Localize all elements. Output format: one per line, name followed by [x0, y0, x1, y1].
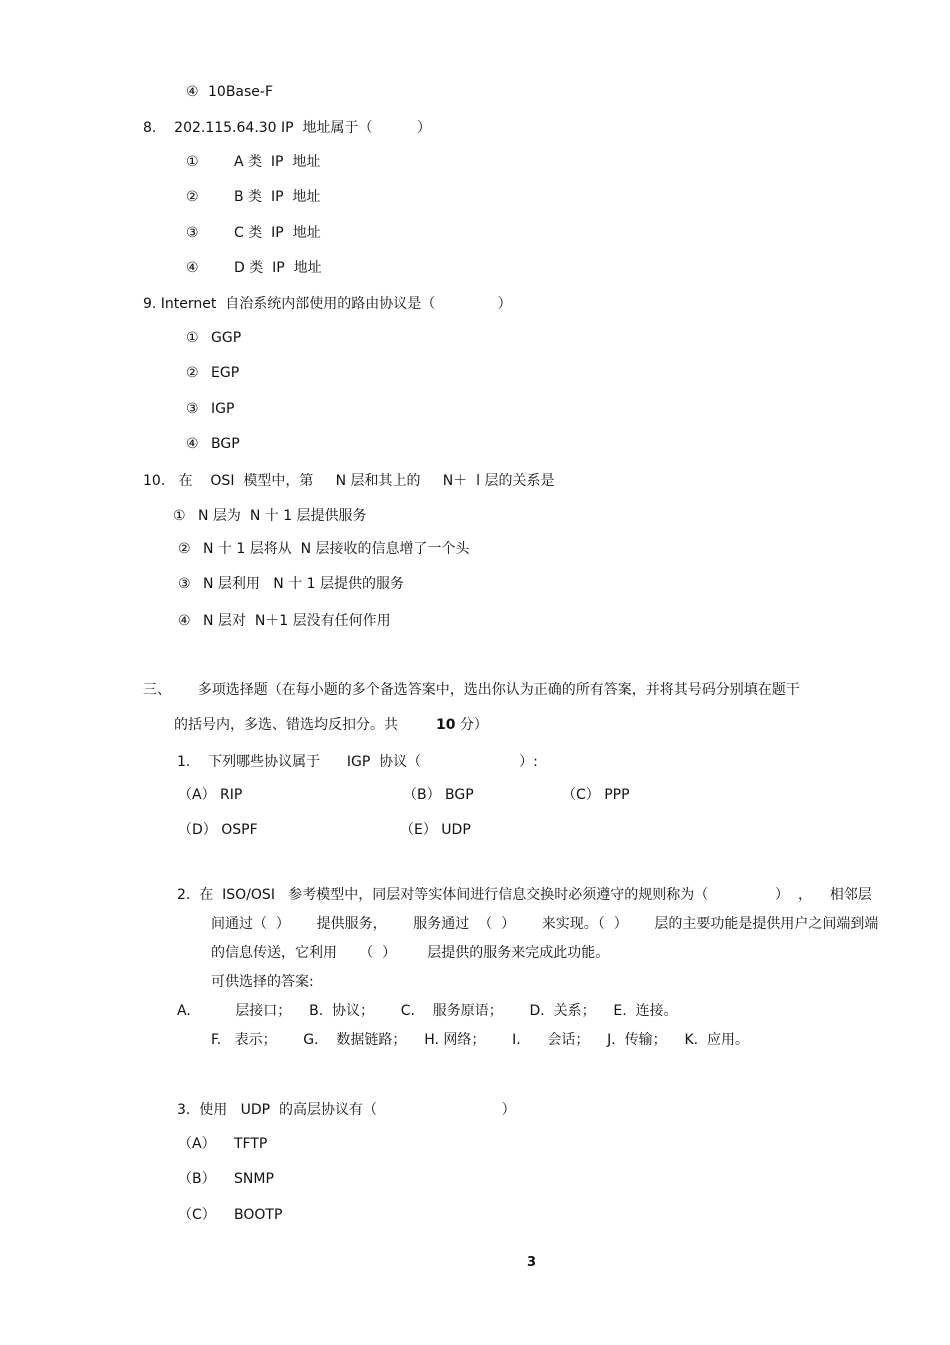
option-text: C 类 IP 地址: [234, 225, 321, 241]
q8-option-3: [186, 224, 321, 242]
option-text: B 类 IP 地址: [234, 189, 321, 205]
section-3-heading: 三、 多项选择题（在每小题的多个备选答案中，选出你认为正确的所有答案，并将其号码分别填在题干: [143, 682, 800, 698]
q10-option-1: [173, 507, 367, 525]
option-text: EGP: [211, 365, 240, 381]
m1-stem: 1. 下列哪些协议属于 IGP 协议（ ）:: [177, 754, 538, 770]
option-text: A 类 IP 地址: [234, 154, 321, 170]
m2-line-2: 间通过（ ） 提供服务， 服务通过 （ ） 来实现。（ ） 层的主要功能是提供用户之间端到端: [211, 916, 879, 932]
m2-line-3: 的信息传送，它利用 （ ） 层提供的服务来完成此功能。: [211, 945, 610, 961]
option-text: N 层对 N＋1 层没有任何作用: [203, 613, 391, 629]
option-marker: （C）: [178, 1207, 216, 1223]
option-text: BGP: [211, 436, 240, 452]
q8-option-1: [186, 153, 320, 171]
q9-stem: 9. Internet 自治系统内部使用的路由协议是（ ）: [143, 296, 512, 312]
m2-answers-2: F. 表示； G. 数据链路； H. 网络； I. 会话； J. 传输； K. 应用。: [211, 1032, 749, 1048]
q9-option-1: [186, 329, 241, 347]
option-text: GGP: [211, 330, 242, 346]
option-marker: ①: [186, 330, 199, 346]
m3-option-a: [178, 1135, 267, 1153]
option-marker: ④: [186, 84, 199, 100]
option-text: N 十 1 层将从 N 层接收的信息增了一个头: [203, 541, 470, 557]
option-marker: ②: [178, 541, 191, 557]
option-marker: ④: [178, 613, 191, 629]
option-marker: ②: [186, 365, 199, 381]
m3-stem: 3. 使用 UDP 的高层协议有（ ）: [177, 1102, 516, 1118]
m2-answers-1: A. 层接口； B. 协议； C. 服务原语； D. 关系； E. 连接。: [177, 1003, 678, 1019]
option-text: BOOTP: [234, 1207, 283, 1223]
q10-option-2: [178, 540, 470, 558]
option-text: TFTP: [234, 1136, 268, 1152]
option-text: D 类 IP 地址: [234, 260, 322, 276]
m1-option-a: （A） RIP: [178, 787, 243, 803]
q10-option-4: [178, 612, 391, 630]
option-marker: ③: [186, 225, 199, 241]
option-marker: ③: [186, 401, 199, 417]
option-marker: ①: [186, 154, 199, 170]
q9-option-2: [186, 364, 239, 382]
q8-option-2: [186, 188, 320, 206]
option-text: N 层为 N 十 1 层提供服务: [198, 508, 367, 524]
m1-option-b: （B） BGP: [403, 787, 474, 803]
page-number: 3: [527, 1255, 537, 1270]
m2-line-1: 2. 在 ISO/OSI 参考模型中，同层对等实体间进行信息交换时必须遵守的规则称为（ ） ， 相邻层: [177, 887, 872, 903]
option-marker: ③: [178, 576, 191, 592]
m1-option-e: （E） UDP: [400, 822, 471, 838]
option-text: IGP: [211, 401, 235, 417]
m1-option-d: （D） OSPF: [178, 822, 258, 838]
q8-stem: 8. 202.115.64.30 IP 地址属于（ ）: [143, 120, 432, 136]
option-text: 10Base-F: [208, 84, 274, 100]
q10-option-3: [178, 575, 404, 593]
q9-option-4: [186, 435, 240, 453]
section-3-heading-cont: [174, 716, 488, 734]
q10-stem: 10. 在 OSI 模型中，第 N 层和其上的 N＋ l 层的关系是: [143, 473, 555, 489]
option-marker: ④: [186, 436, 199, 452]
option-marker: （A）: [178, 1136, 216, 1152]
q7-option-4: [186, 83, 273, 101]
option-text: SNMP: [234, 1171, 274, 1187]
points-unit: 分）: [455, 717, 488, 733]
m2-line-4: 可供选择的答案:: [211, 974, 314, 990]
option-marker: ④: [186, 260, 199, 276]
option-marker: （B）: [178, 1171, 216, 1187]
q8-option-4: [186, 259, 322, 277]
q9-option-3: [186, 400, 234, 418]
m3-option-b: [178, 1170, 274, 1188]
option-marker: ①: [173, 508, 186, 524]
m3-option-c: [178, 1206, 282, 1224]
points-value: 10: [436, 717, 456, 733]
option-text: N 层利用 N 十 1 层提供的服务: [203, 576, 405, 592]
m1-option-c: （C） PPP: [562, 787, 630, 803]
option-marker: ②: [186, 189, 199, 205]
heading-cont-text: 的括号内，多选、错选均反扣分。共: [174, 717, 398, 733]
